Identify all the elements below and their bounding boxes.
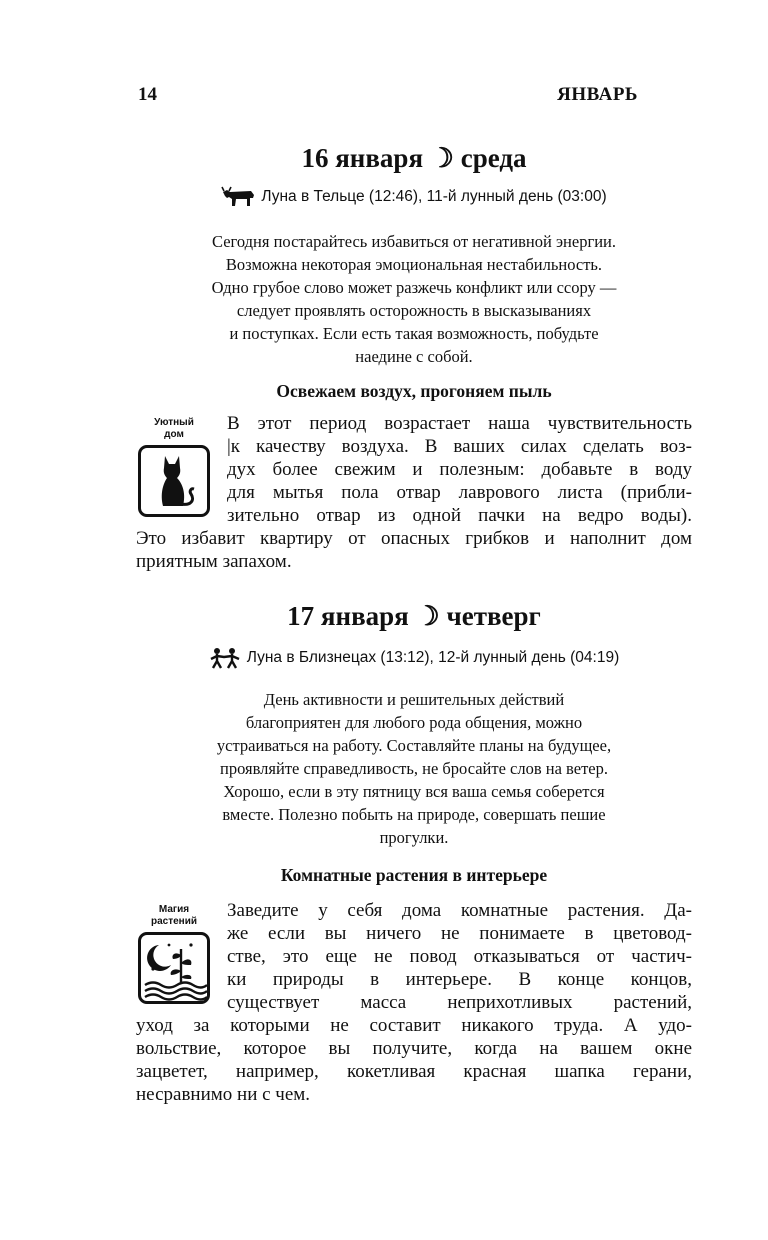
day-intro [138, 230, 690, 368]
paragraph-line: для мытья пола отвар лаврового листа (прибли- [227, 482, 692, 503]
intro-line: День активности и решительных действий [263, 690, 565, 709]
paragraph-line: Заведите у себя дома комнатные растения. Да- [227, 900, 692, 921]
paragraph-line: уход за которыми не составит никакого труда. А удо- [136, 1015, 692, 1036]
paragraph-line: зительно отвар из одной пачки на ведро воды). [227, 505, 692, 526]
paragraph-line: приятным запахом. [136, 551, 292, 572]
intro-line: Сегодня постарайтесь избавиться от негативной энергии. [211, 232, 617, 251]
paragraph-line: Это избавит квартиру от опасных грибков и наполнит дом [136, 528, 692, 549]
intro-line: проявляйте справедливость, не бросайте слов на ветер. [220, 759, 608, 778]
moon-info-text: Луна в Тельце (12:46), 11-й лунный день (03:00) [261, 188, 607, 205]
page-number: 14 [138, 84, 157, 105]
intro-line: прогулки. [379, 828, 449, 847]
paragraph-line: существует масса неприхотливых растений, [227, 992, 692, 1013]
icon-block [134, 904, 214, 1004]
taurus-bull-icon [221, 186, 255, 208]
intro-line: и поступках. Если есть такая возможность, побудьте [229, 324, 599, 343]
cat-icon [141, 448, 207, 514]
icon-label: Уютный дом [154, 417, 194, 440]
icon-frame [138, 445, 210, 517]
paragraph-line: зацветет, например, кокетливая красная шапка герани, [136, 1061, 692, 1082]
intro-line: вместе. Полезно побыть на природе, совершать пешие [222, 805, 606, 824]
intro-line: следует проявлять осторожность в высказываниях [236, 301, 592, 320]
section-title: Комнатные растения в интерьере [280, 865, 548, 885]
moon-info-line [138, 647, 690, 669]
paragraph-line: же если вы ничего не понимаете в цветовод- [227, 923, 692, 944]
intro-line: наедине с собой. [355, 347, 473, 366]
paragraph-line: |к качеству воздуха. В ваших силах сделать воз- [227, 436, 692, 457]
section-title: Освежаем воздух, прогоняем пыль [276, 381, 552, 401]
intro-line: Одно грубое слово может разжечь конфликт или ссору — [211, 278, 617, 297]
paragraph-line: несравнимо ни с чем. [136, 1084, 311, 1105]
running-header [138, 84, 638, 112]
moon-info-line [138, 186, 690, 208]
paragraph-line: ки природы в интерьере. В конце концов, [227, 969, 692, 990]
intro-line: Возможна некоторая эмоциональная нестабильность. [225, 255, 603, 274]
icon-label: Магия растений [150, 904, 198, 927]
intro-line: Хорошо, если в эту пятницу вся ваша семья соберется [223, 782, 605, 801]
intro-line: благоприятен для любого рода общения, можно [245, 713, 583, 732]
gemini-twins-icon [209, 647, 241, 669]
day-title: 16 января ☽ среда [301, 143, 527, 173]
day-intro [138, 688, 690, 849]
month-title: ЯНВАРЬ [557, 84, 638, 105]
icon-frame [138, 932, 210, 1004]
intro-line: устраиваться на работу. Составляйте планы на будущее, [216, 736, 612, 755]
day-title: 17 января ☽ четверг [287, 601, 541, 631]
icon-block [134, 417, 214, 517]
moon-info-text: Луна в Близнецах (13:12), 12-й лунный день (04:19) [246, 649, 620, 666]
paragraph-line: стве, это еще не повод отказываться от частич- [227, 946, 692, 967]
plant-magic-icon [141, 935, 207, 1001]
paragraph-line: дух более свежим и полезным: добавьте в воду [227, 459, 692, 480]
paragraph-line: В этот период возрастает наша чувствительность [227, 413, 692, 434]
paragraph-line: вольствие, которое вы получите, когда на вашем окне [136, 1038, 692, 1059]
